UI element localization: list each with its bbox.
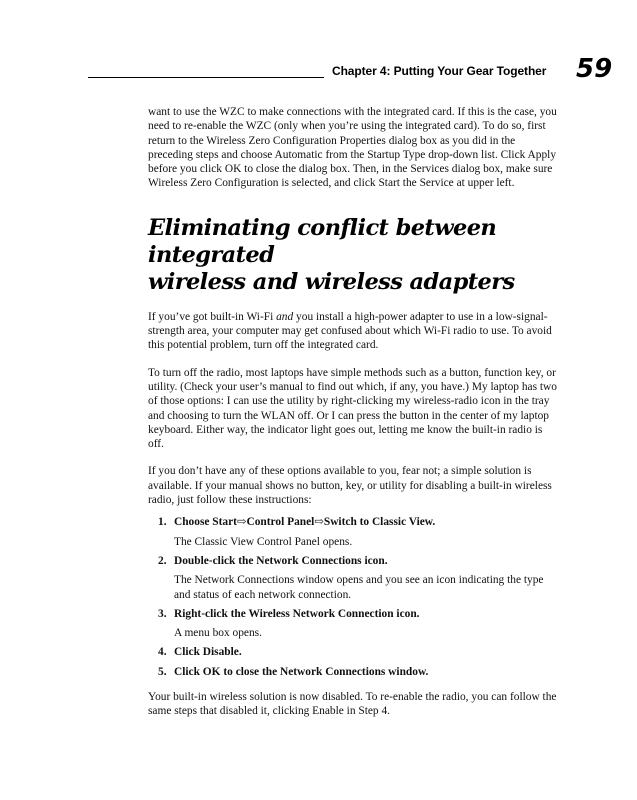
steps-list xyxy=(148,515,558,679)
section-heading-line-2: wireless and wireless adapters xyxy=(148,268,515,295)
emphasis-and: and xyxy=(276,310,294,323)
step-number: 3. xyxy=(158,607,167,620)
step-title: Double-click the Network Connections icon. xyxy=(174,554,388,567)
step-item xyxy=(148,665,558,679)
step-title: Click Disable. xyxy=(174,646,242,659)
step-number: 4. xyxy=(158,646,167,659)
chapter-title: Chapter 4: Putting Your Gear Together xyxy=(332,64,547,78)
paragraph-1 xyxy=(148,310,558,353)
step-item xyxy=(148,607,558,641)
step-number: 5. xyxy=(158,665,167,678)
step-item xyxy=(148,515,558,549)
step-note: The Network Connections window opens and you see an icon indicating the type and status of each network connection. xyxy=(174,574,544,601)
running-header xyxy=(88,54,613,88)
paragraph-1-end: you install a high-power adapter to use in a low-signal-strength area, your computer may get confused about which Wi-Fi radio to use. To avoid this potential problem, turn off the integrated card. xyxy=(148,310,552,352)
header-rule xyxy=(88,77,324,78)
step-title: Right-click the Wireless Network Connection icon. xyxy=(174,607,420,620)
step-item xyxy=(148,645,558,659)
page-body xyxy=(148,105,558,719)
step-title: Click OK to close the Network Connections window. xyxy=(174,665,429,678)
step-number: 1. xyxy=(158,516,167,529)
paragraph-3: If you don’t have any of these options available to you, fear not; a simple solution is available. If your manual shows no button, key, or utility for disabling a built-in wireless radio, just follow these instructions: xyxy=(148,465,552,507)
paragraph-1-start: If you’ve got built-in Wi-Fi xyxy=(148,310,277,323)
step-number: 2. xyxy=(158,554,167,567)
paragraph-2: To turn off the radio, most laptops have simple methods such as a button, function key, or utility. (Check your user’s manual to find out which, if any, you have.) My laptop has two of those options: I can use the utility by right-clicking my wireless-radio icon in the tray and choosing to turn the WLAN off. Or I can press the button in the center of my laptop keyboard. Either way, the indicator light goes out, letting me know the built-in radio is off. xyxy=(148,366,557,451)
step-item xyxy=(148,554,558,602)
step-note: The Classic View Control Panel opens. xyxy=(174,535,353,548)
intro-paragraph: want to use the WZC to make connections with the integrated card. If this is the case, you need to re-enable the WZC (only when you’re using the integrated card). To do so, first return to the Wireless Zero Configuration Properties dialog box as you did in the preceding steps and choose Automatic from the Startup Type drop-down list. Click Apply before you click OK to close the dialog box. Then, in the Services dialog box, make sure Wireless Zero Configuration is selected, and click Start the Service at upper left. xyxy=(148,106,557,190)
page-number: 59 xyxy=(576,54,613,84)
step-title: Choose Start⇨Control Panel⇨Switch to Classic View. xyxy=(174,516,436,529)
section-heading xyxy=(148,215,558,296)
section-heading-line-1: Eliminating conflict between integrated xyxy=(148,214,497,268)
closing-paragraph: Your built-in wireless solution is now disabled. To re-enable the radio, you can follow the same steps that disabled it, clicking Enable in Step 4. xyxy=(148,691,557,718)
step-note: A menu box opens. xyxy=(174,627,262,640)
